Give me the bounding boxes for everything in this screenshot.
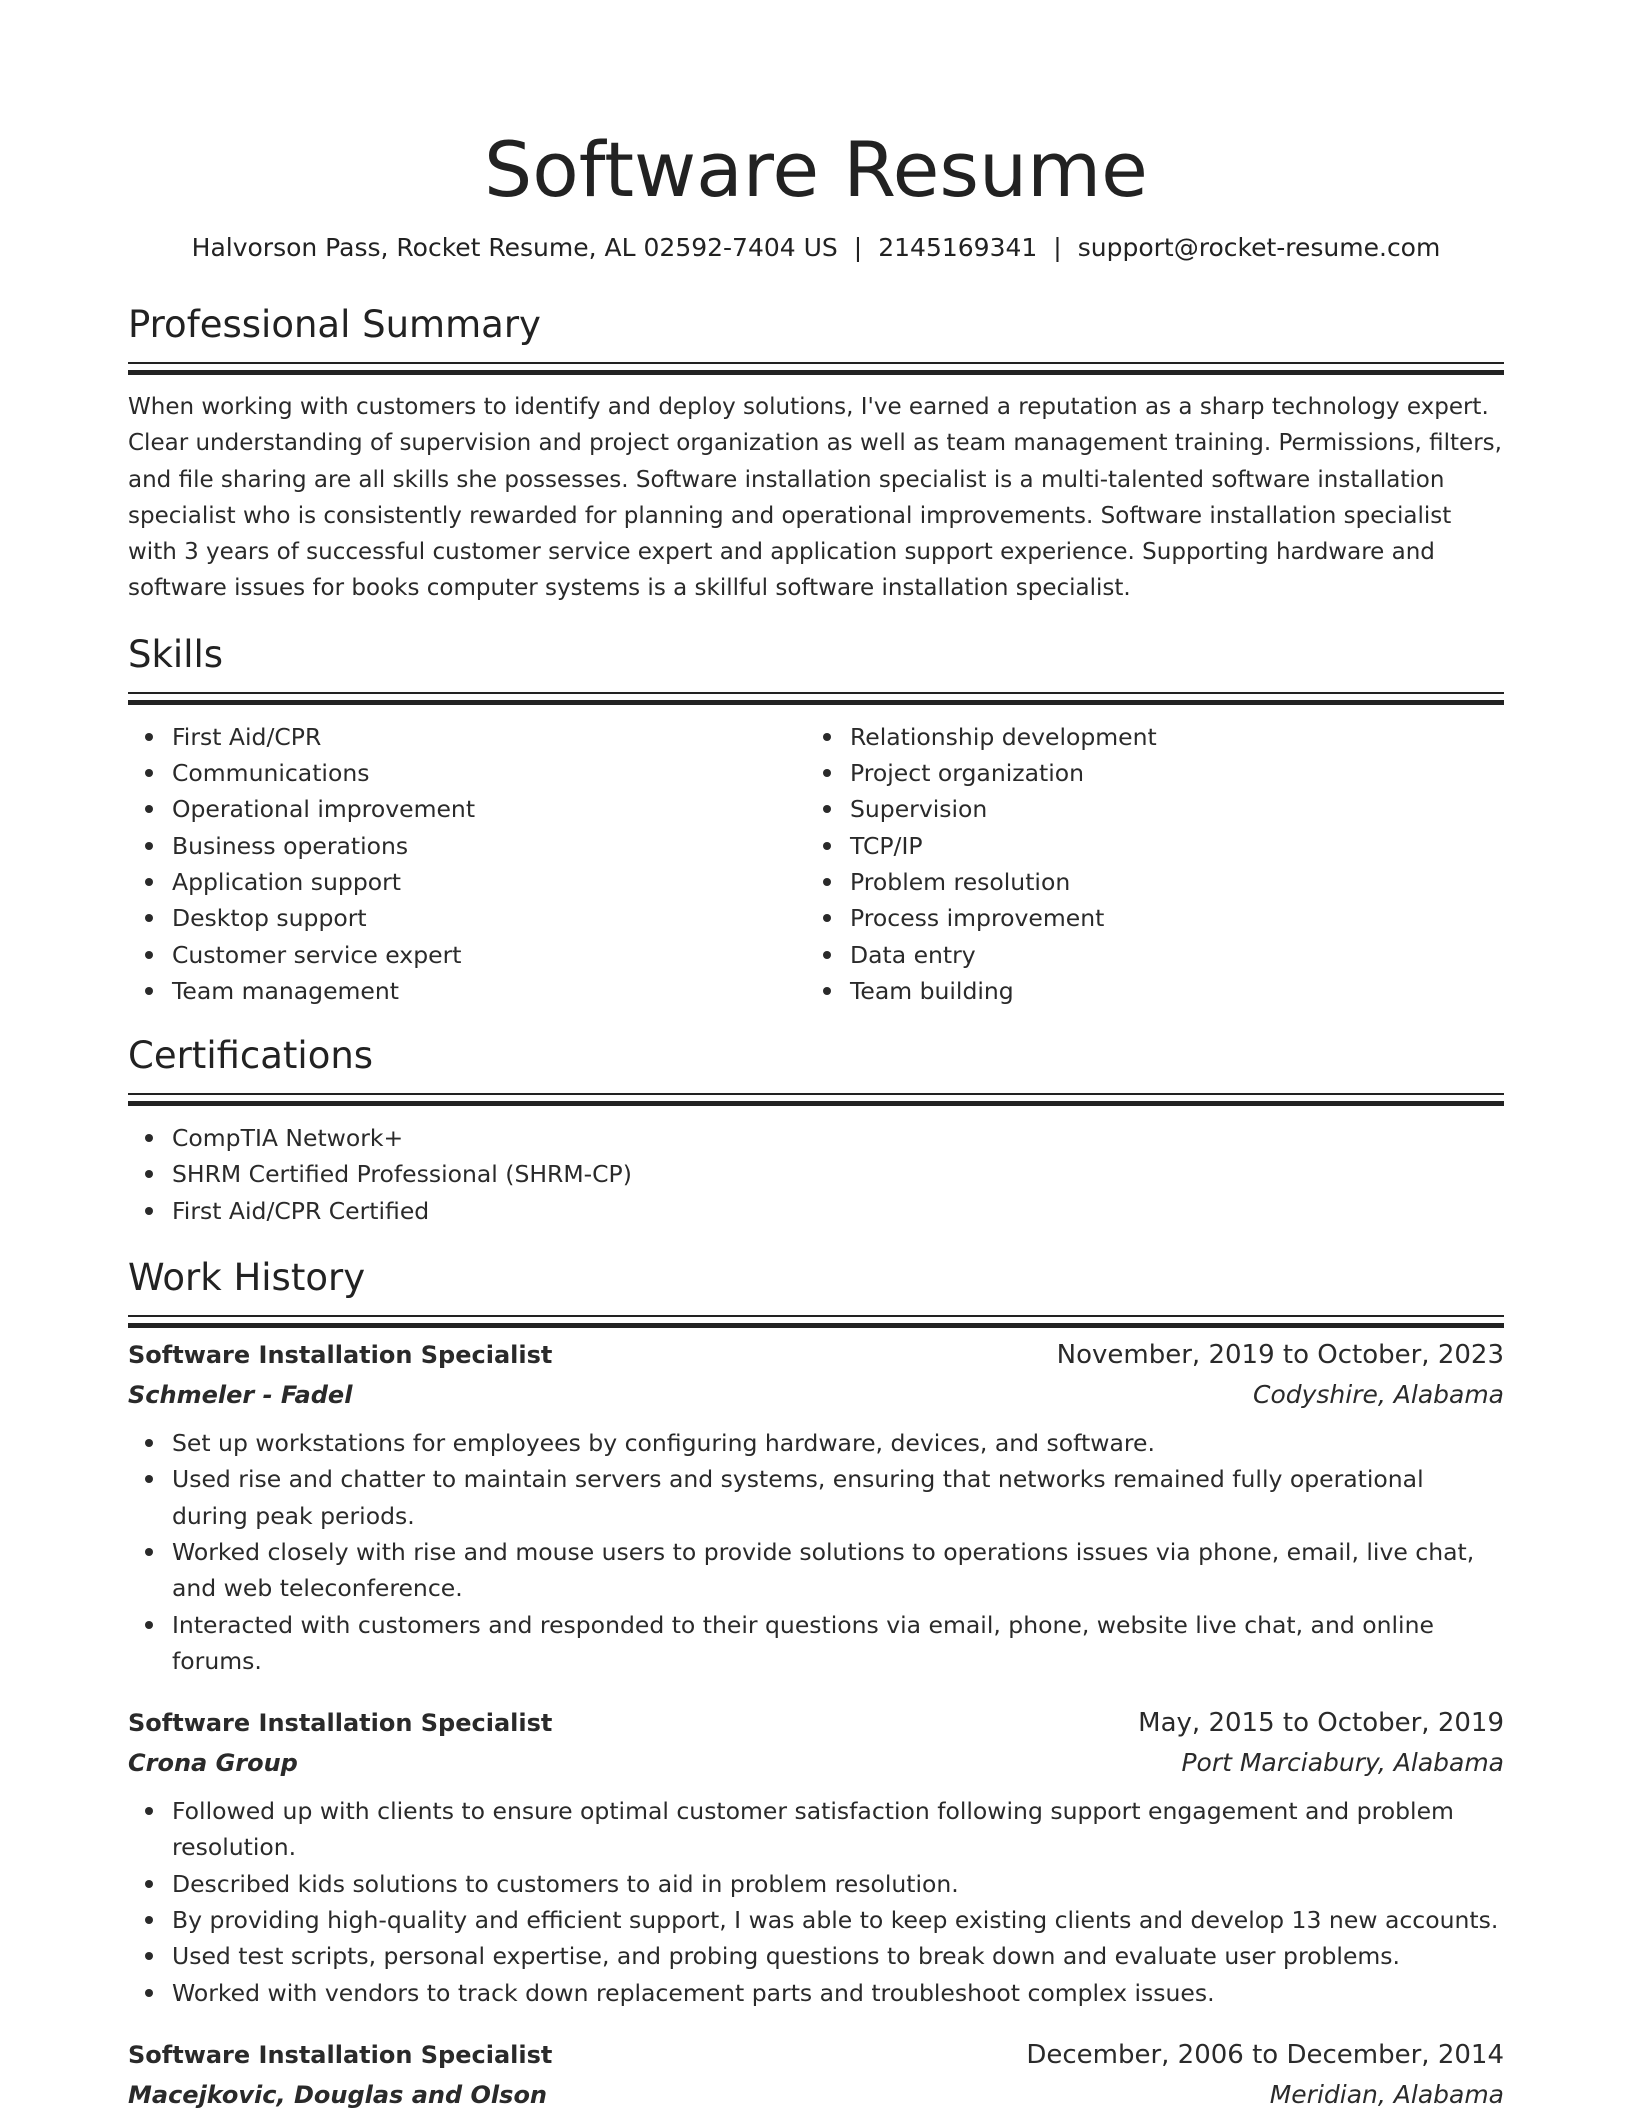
list-item: By providing high-quality and efficient support, I was able to keep existing clients and develop 13 new accounts. — [172, 1902, 1504, 1938]
list-item: Supervision — [850, 791, 1484, 827]
skills-list-left — [128, 719, 806, 1009]
list-item: SHRM Certified Professional (SHRM-CP) — [172, 1156, 1504, 1192]
job-title-row — [128, 2035, 1504, 2075]
list-item: Communications — [172, 755, 806, 791]
list-item: Customer service expert — [172, 937, 806, 973]
resume-name: Software Resume — [484, 125, 1148, 214]
list-item: First Aid/CPR Certified — [172, 1193, 1504, 1229]
section-divider — [128, 692, 1504, 694]
list-item: Data entry — [850, 937, 1484, 973]
job-title-row — [128, 1703, 1504, 1743]
section-title: Professional Summary — [128, 303, 541, 346]
skills-column-right — [806, 719, 1484, 1009]
list-item: Relationship development — [850, 719, 1484, 755]
section-divider — [128, 1093, 1504, 1095]
section-skills — [128, 632, 1504, 1009]
contact-address: Halvorson Pass, Rocket Resume, AL 02592-7404 US — [191, 233, 838, 262]
contact-separator: | — [1053, 233, 1062, 262]
list-item: Team management — [172, 973, 806, 1009]
job-bullets — [128, 1425, 1504, 1679]
certifications-body — [128, 1120, 1504, 1229]
job-title: Software Installation Specialist — [128, 1709, 553, 1738]
job-dates: December, 2006 to December, 2014 — [1026, 2039, 1504, 2070]
job-title: Software Installation Specialist — [128, 2040, 553, 2069]
list-item: TCP/IP — [850, 828, 1484, 864]
section-certifications — [128, 1033, 1504, 1229]
section-work-history — [128, 1255, 1504, 2112]
job-dates: May, 2015 to October, 2019 — [1138, 1708, 1504, 1739]
job-location: Meridian, Alabama — [1269, 2079, 1504, 2109]
section-title: Skills — [128, 632, 224, 676]
list-item: Process improvement — [850, 900, 1484, 936]
skills-column-left — [128, 719, 806, 1009]
contact-email: support@rocket-resume.com — [1077, 233, 1441, 262]
list-item: Used test scripts, personal expertise, and probing questions to break down and evaluate user problems. — [172, 1938, 1504, 1974]
list-item: Followed up with clients to ensure optimal customer satisfaction following support engagement and problem resolution. — [172, 1793, 1504, 1866]
list-item: Business operations — [172, 828, 806, 864]
job-company-row — [128, 2075, 1504, 2112]
summary-body — [128, 389, 1504, 607]
list-item: Worked with vendors to track down replacement parts and troubleshoot complex issues. — [172, 1975, 1504, 2011]
contact-phone: 2145169341 — [878, 233, 1038, 262]
job-title: Software Installation Specialist — [128, 1341, 553, 1370]
job-company: Schmeler - Fadel — [128, 1381, 353, 1410]
summary-text: When working with customers to identify and deploy solutions, I've earned a reputation as a sharp technology expert. Clear understanding of supervision and project organization as well as team management training. Permissions, filters, and file sharing are all skills she possesses. Software installation specialist is a multi-talented software installation specialist who is consistently rewarded for planning and operational improvements. Software installation specialist with 3 years of successful customer service expert and application support experience. Supporting hardware and software issues for books computer systems is a skillful software installation specialist. — [128, 394, 1502, 602]
job-company: Macejkovic, Douglas and Olson — [128, 2080, 548, 2109]
job-company-row — [128, 1375, 1504, 1415]
list-item: Team building — [850, 973, 1484, 1009]
list-item: Application support — [172, 864, 806, 900]
job-entry — [128, 1703, 1504, 2011]
job-bullets — [128, 1793, 1504, 2011]
list-item: Desktop support — [172, 900, 806, 936]
section-title: Certifications — [128, 1034, 374, 1078]
list-item: CompTIA Network+ — [172, 1120, 1504, 1156]
section-professional-summary — [128, 302, 1504, 607]
job-dates: November, 2019 to October, 2023 — [1056, 1340, 1504, 1371]
job-location: Port Marciabury, Alabama — [1181, 1748, 1504, 1778]
resume-header — [128, 0, 1504, 266]
list-item: Described kids solutions to customers to aid in problem resolution. — [172, 1866, 1504, 1902]
skills-list-right — [806, 719, 1484, 1009]
list-item: First Aid/CPR — [172, 719, 806, 755]
list-item: Set up workstations for employees by configuring hardware, devices, and software. — [172, 1425, 1504, 1461]
skills-columns — [128, 719, 1504, 1009]
contact-line — [128, 230, 1504, 266]
section-divider — [128, 1315, 1504, 1317]
resume-content — [128, 0, 1504, 2112]
list-item: Worked closely with rise and mouse users to provide solutions to operations issues via phone, email, live chat, and web teleconference. — [172, 1534, 1504, 1607]
job-company-row — [128, 1743, 1504, 1783]
list-item: Project organization — [850, 755, 1484, 791]
list-item: Operational improvement — [172, 791, 806, 827]
job-title-row — [128, 1335, 1504, 1375]
job-company: Crona Group — [128, 1749, 298, 1778]
contact-separator: | — [853, 233, 863, 262]
section-title: Work History — [128, 1256, 366, 1300]
list-item: Interacted with customers and responded to their questions via email, phone, website live chat, and online forums. — [172, 1607, 1504, 1680]
job-entry — [128, 1335, 1504, 1679]
list-item: Used rise and chatter to maintain servers and systems, ensuring that networks remained fully operational during peak periods. — [172, 1461, 1504, 1534]
list-item: Problem resolution — [850, 864, 1484, 900]
job-entry — [128, 2035, 1504, 2112]
section-divider — [128, 362, 1504, 364]
certifications-list — [128, 1120, 1504, 1229]
job-location: Codyshire, Alabama — [1252, 1380, 1504, 1410]
